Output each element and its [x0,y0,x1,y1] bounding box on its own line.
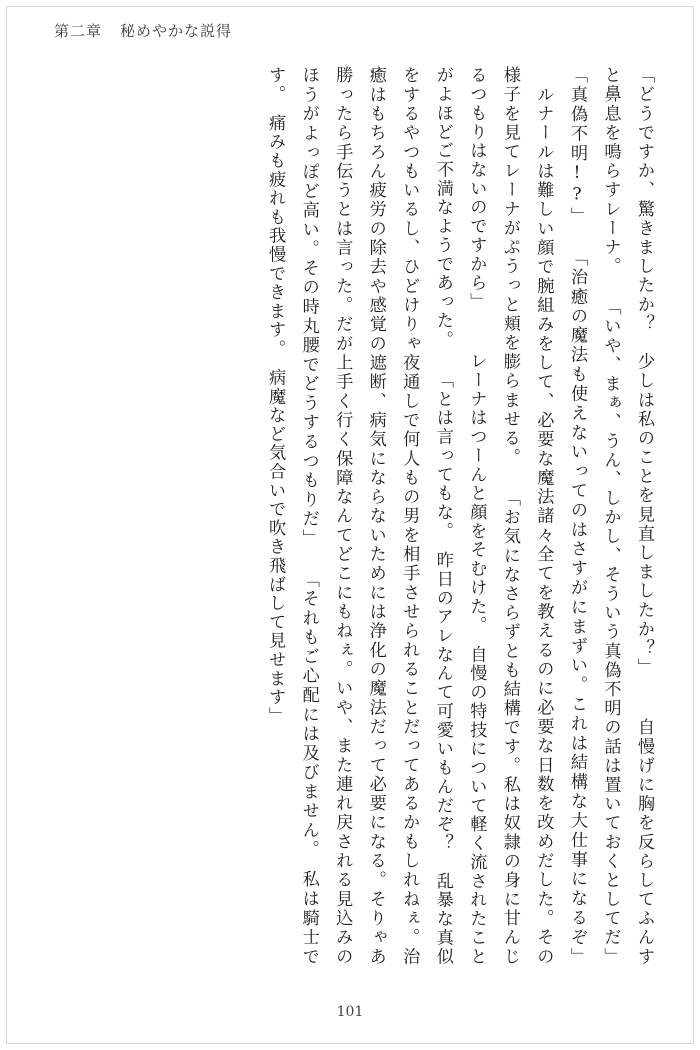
body-text-vertical [44,66,660,966]
body-paragraph: 「どうですか、驚きましたか？ 少しは私のことを見直しましたか？」 自慢げに胸を反らしてふんすと鼻息を鳴らすレーナ。 「いや、まぁ、うん、しかし、そういう真偽不明の話は置いておくとしてだ」 「真偽不明!?」 「治癒の魔法も使えないってのはさすがにまずい。これは結構な大仕事になるぞ」 ルナールは難しい顔で腕組みをして、必要な魔法諸々全てを教えるのに必要な日数を改めだした。その様子を見てレーナがぷうっと頬を膨らませる。 「お気になさらずとも結構です。私は奴隷の身に甘んじるつもりはないのですから」 レーナはつーんと顔をそむけた。 自慢の特技について軽く流されたことがよほどご不満なようであった。 「とは言ってもな。 昨日のアレなんて可愛いもんだぞ？ 乱暴な真似をするやつもいるし、ひどけりゃ夜通しで何人もの男を相手させられることだってあるかもしれねぇ。治癒はもちろん疲労の除去や感覚の遮断、病気にならないためには浄化の魔法だって必要になる。そりゃあ勝ったら手伝うとは言った。だが上手く行く保障なんてどこにもねぇ。いや、また連れ戻される見込みのほうがよっぽど高い。その時丸腰でどうするつもりだ」 「それもご心配には及びません。 私は騎士です。 痛みも疲れも我慢できます。 病魔など気合いで吹き飛ばして見せます」 [265,66,654,966]
chapter-title: 秘めやかな説得 [120,22,233,40]
running-head [54,20,232,41]
chapter-number: 第二章 [54,22,103,40]
page-number: 101 [336,1004,364,1020]
